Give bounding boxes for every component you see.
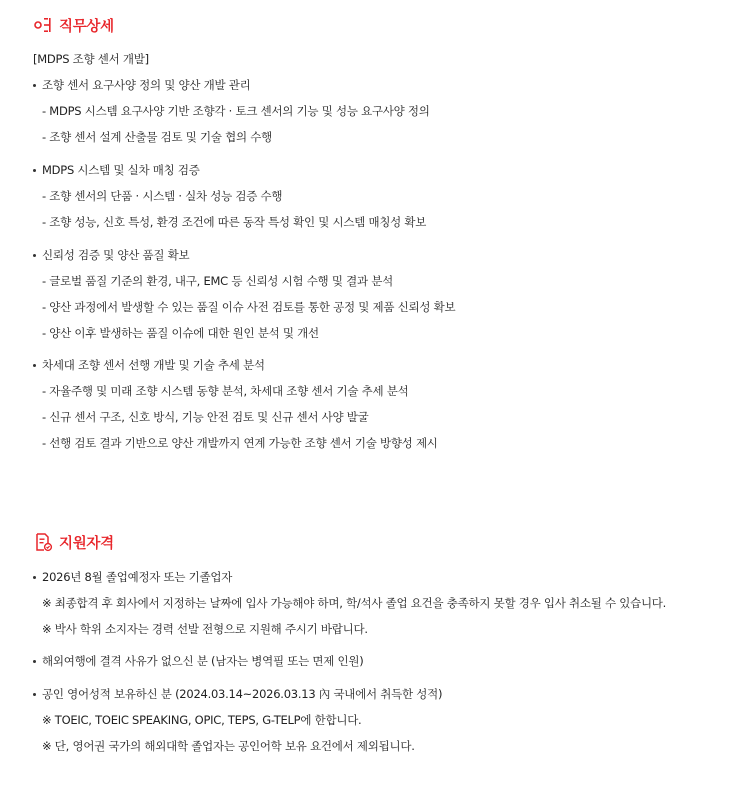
qual-title: 지원자격 xyxy=(59,535,114,552)
duty-sub-2-2: - 조향 성능, 신호 특성, 환경 조건에 따른 동작 특성 확인 및 시스템 매칭성 확보 xyxy=(42,215,427,229)
duty-sub-4-2: - 신규 센서 구조, 신호 방식, 기능 안전 검토 및 신규 센서 사양 발굴 xyxy=(42,410,369,424)
qual-section xyxy=(33,530,733,554)
qual-note-1-1: ※ 최종합격 후 회사에서 지정하는 날짜에 입사 가능해야 하며, 학/석사 졸업 요건을 충족하지 못할 경우 입사 취소될 수 있습니다. xyxy=(42,596,667,610)
qual-item-3: 공인 영어성적 보유하신 분 (2024.03.14~2026.03.13 內 국내에서 취득한 성적) xyxy=(33,686,442,702)
duty-item-1: 조향 센서 요구사양 정의 및 양산 개발 관리 xyxy=(33,77,250,93)
duty-title: 직무상세 xyxy=(59,18,114,35)
duty-sub-3-3: - 양산 이후 발생하는 품질 이슈에 대한 원인 분석 및 개선 xyxy=(42,326,319,340)
duty-sub-3-2: - 양산 과정에서 발생할 수 있는 품질 이슈 사전 검토를 통한 공정 및 제품 신뢰성 확보 xyxy=(42,300,456,314)
duty-sub-1-1: - MDPS 시스템 요구사양 기반 조향각 · 토크 센서의 기능 및 성능 요구사양 정의 xyxy=(42,104,430,118)
qual-note-1-2: ※ 박사 학위 소지자는 경력 선발 전형으로 지원해 주시기 바랍니다. xyxy=(42,622,368,636)
duty-item-4: 차세대 조향 센서 선행 개발 및 기술 추세 분석 xyxy=(33,357,265,373)
qual-item-2: 해외여행에 결격 사유가 없으신 분 (남자는 병역필 또는 면제 인원) xyxy=(33,653,363,669)
document-check-icon xyxy=(33,532,53,552)
duty-sub-1-2: - 조향 센서 설계 산출물 검토 및 기술 협의 수행 xyxy=(42,130,273,144)
duty-header xyxy=(33,13,733,37)
duty-sub-3-1: - 글로벌 품질 기준의 환경, 내구, EMC 등 신뢰성 시험 수행 및 결과 분석 xyxy=(42,274,393,288)
qual-note-3-1: ※ TOEIC, TOEIC SPEAKING, OPIC, TEPS, G-TELP에 한합니다. xyxy=(42,713,362,727)
qual-note-3-2: ※ 단, 영어권 국가의 해외대학 졸업자는 공인어학 보유 요건에서 제외됩니다. xyxy=(42,739,415,753)
qual-item-1: 2026년 8월 졸업예정자 또는 기졸업자 xyxy=(33,569,232,585)
qual-header xyxy=(33,530,733,554)
duty-item-2: MDPS 시스템 및 실차 매칭 검증 xyxy=(33,162,200,178)
duty-item-3: 신뢰성 검증 및 양산 품질 확보 xyxy=(33,247,189,263)
duty-sub-4-1: - 자율주행 및 미래 조향 시스템 동향 분석, 차세대 조향 센서 기술 추세 분석 xyxy=(42,384,409,398)
duty-section xyxy=(33,13,733,37)
duty-sub-2-1: - 조향 센서의 단품 · 시스템 · 실차 성능 검증 수행 xyxy=(42,189,283,203)
list-icon xyxy=(33,15,53,35)
duty-bracket: [MDPS 조향 센서 개발] xyxy=(33,52,149,66)
duty-sub-4-3: - 선행 검토 결과 기반으로 양산 개발까지 연계 가능한 조향 센서 기술 방향성 제시 xyxy=(42,436,438,450)
